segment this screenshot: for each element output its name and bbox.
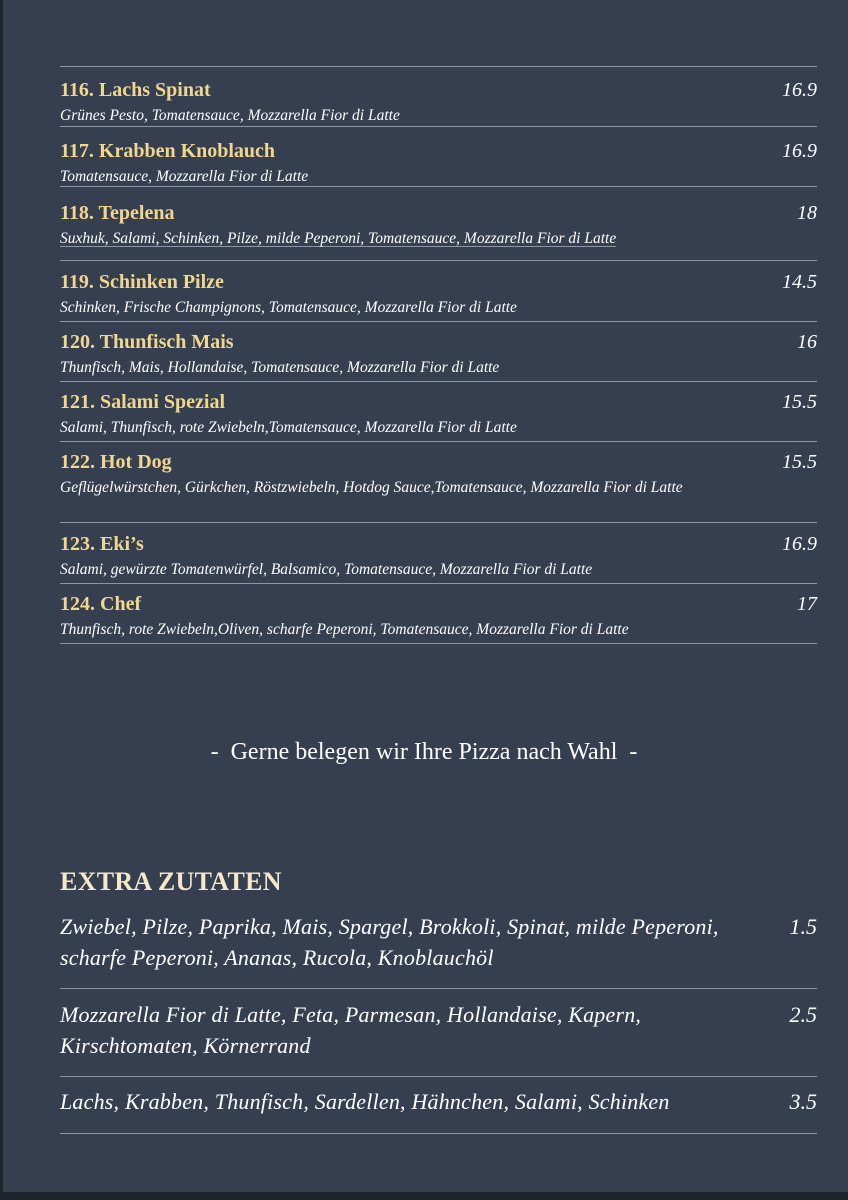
extras-group — [60, 1086, 817, 1134]
left-page-edge — [0, 0, 3, 1200]
item-name: 123. Eki’s — [60, 533, 144, 555]
item-description: Thunfisch, Mais, Hollandaise, Tomatensauce, Mozzarella Fior di Latte — [60, 359, 500, 376]
custom-topping-note: - Gerne belegen wir Ihre Pizza nach Wahl - — [210, 739, 638, 765]
item-name: 120. Thunfisch Mais — [60, 331, 234, 353]
item-price: 16 — [797, 331, 817, 353]
extras-group — [60, 999, 817, 1077]
menu-item — [60, 532, 817, 584]
item-description: Salami, gewürzte Tomatenwürfel, Balsamico, Tomatensauce, Mozzarella Fior di Latte — [60, 561, 593, 578]
item-price: 16.9 — [782, 79, 817, 101]
item-name: 122. Hot Dog — [60, 451, 172, 473]
item-name: 116. Lachs Spinat — [60, 79, 211, 101]
item-price: 15.5 — [782, 451, 817, 473]
menu-item — [60, 330, 817, 382]
extras-price: 2.5 — [789, 1002, 817, 1027]
item-price: 16.9 — [782, 533, 817, 555]
extras-group — [60, 911, 817, 989]
item-description: Salami, Thunfisch, rote Zwiebeln,Tomatensauce, Mozzarella Fior di Latte — [60, 419, 517, 436]
extras-price: 1.5 — [789, 914, 817, 939]
extras-items: Lachs, Krabben, Thunfisch, Sardellen, Hähnchen, Salami, Schinken — [60, 1089, 670, 1114]
menu-item — [60, 139, 817, 187]
menu-item — [60, 390, 817, 442]
item-description: Geflügelwürstchen, Gürkchen, Röstzwiebeln, Hotdog Sauce,Tomatensauce, Mozzarella Fior di Latte — [60, 479, 683, 496]
item-name: 117. Krabben Knoblauch — [60, 140, 276, 162]
item-price: 16.9 — [782, 140, 817, 162]
item-price: 18 — [797, 202, 817, 224]
item-description: Tomatensauce, Mozzarella Fior di Latte — [60, 168, 309, 185]
extras-items: Mozzarella Fior di Latte, Feta, Parmesan, Hollandaise, Kapern, Kirschtomaten, Körnerrand — [60, 1002, 642, 1058]
extras-heading: EXTRA ZUTATEN — [60, 867, 282, 896]
extras-price: 3.5 — [789, 1089, 817, 1114]
menu-item — [60, 270, 817, 322]
menu-item — [60, 78, 817, 127]
item-name: 119. Schinken Pilze — [60, 271, 224, 293]
menu-item — [60, 592, 817, 644]
bottom-page-edge — [0, 1192, 848, 1200]
extras-items: Zwiebel, Pilze, Paprika, Mais, Spargel, Brokkoli, Spinat, milde Peperoni, scharfe Peperoni, Ananas, Rucola, Knoblauchöl — [60, 914, 719, 970]
item-description: Schinken, Frische Champignons, Tomatensauce, Mozzarella Fior di Latte — [60, 299, 517, 316]
item-description: Grünes Pesto, Tomatensauce, Mozzarella Fior di Latte — [60, 107, 400, 124]
menu-item — [60, 201, 817, 261]
item-price: 15.5 — [782, 391, 817, 413]
item-description: Thunfisch, rote Zwiebeln,Oliven, scharfe Peperoni, Tomatensauce, Mozzarella Fior di Latte — [60, 621, 629, 638]
item-name: 124. Chef — [60, 593, 142, 615]
item-price: 17 — [797, 593, 817, 615]
item-price: 14.5 — [782, 271, 817, 293]
top-divider — [60, 66, 817, 67]
item-name: 118. Tepelena — [60, 202, 175, 224]
item-description: Suxhuk, Salami, Schinken, Pilze, milde Peperoni, Tomatensauce, Mozzarella Fior di Latte — [60, 230, 617, 247]
menu-item — [60, 450, 817, 523]
item-name: 121. Salami Spezial — [60, 391, 226, 413]
